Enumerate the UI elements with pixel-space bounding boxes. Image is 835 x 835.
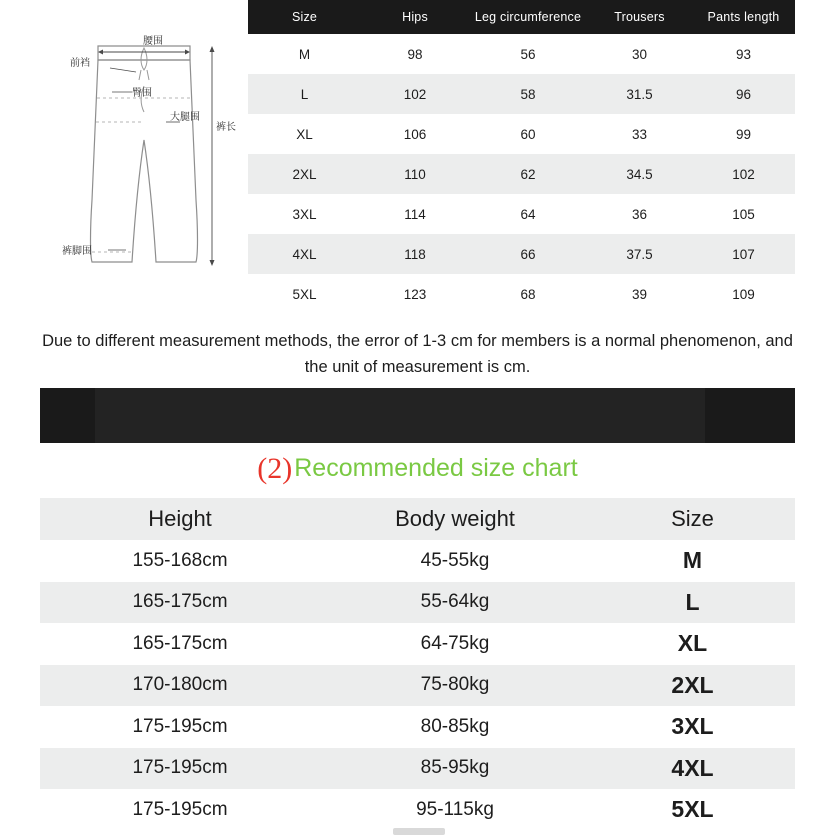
table-header-row (248, 0, 795, 34)
cell-pants-length: 102 (692, 154, 795, 194)
cell-hips: 110 (361, 154, 469, 194)
cell-hips: 106 (361, 114, 469, 154)
col-header-size: Size (248, 0, 361, 34)
table-row (40, 540, 795, 582)
table-row (248, 194, 795, 234)
measurement-note: Due to different measurement methods, the error of 1-3 cm for members is a normal phenomenon, and the unit of measurement is cm. (42, 332, 793, 376)
table-row (40, 789, 795, 831)
cell-leg: 62 (469, 154, 587, 194)
cell-leg: 56 (469, 34, 587, 74)
rec-col-header-size: Size (590, 498, 795, 540)
table-row (248, 74, 795, 114)
cell-hips: 98 (361, 34, 469, 74)
table-row (248, 154, 795, 194)
cell-size: XL (590, 623, 795, 665)
cell-leg: 68 (469, 274, 587, 314)
cell-size: M (248, 34, 361, 74)
col-header-leg-circumference: Leg circumference (469, 0, 587, 34)
cell-weight: 55-64kg (320, 582, 590, 624)
recommended-chart-title (0, 452, 835, 486)
cell-trousers: 39 (587, 274, 692, 314)
cell-size: 5XL (590, 789, 795, 831)
table-row (248, 234, 795, 274)
cell-leg: 58 (469, 74, 587, 114)
col-header-hips: Hips (361, 0, 469, 34)
cell-size: XL (248, 114, 361, 154)
cell-weight: 80-85kg (320, 706, 590, 748)
cell-pants-length: 96 (692, 74, 795, 114)
table-row (248, 34, 795, 74)
col-header-pants-length: Pants length (692, 0, 795, 34)
cell-height: 165-175cm (40, 623, 320, 665)
table-row (40, 665, 795, 707)
cell-trousers: 30 (587, 34, 692, 74)
rec-col-header-body-weight: Body weight (320, 498, 590, 540)
cell-hips: 123 (361, 274, 469, 314)
cell-hips: 118 (361, 234, 469, 274)
pants-diagram (40, 0, 248, 320)
cell-size: M (590, 540, 795, 582)
cell-size: 3XL (248, 194, 361, 234)
cell-hips: 102 (361, 74, 469, 114)
diagram-label-hip: 臀围 (132, 88, 152, 99)
cell-size: L (590, 582, 795, 624)
cell-leg: 66 (469, 234, 587, 274)
cell-height: 175-195cm (40, 789, 320, 831)
section-divider-band (40, 388, 795, 443)
cell-pants-length: 99 (692, 114, 795, 154)
cell-pants-length: 109 (692, 274, 795, 314)
cell-height: 165-175cm (40, 582, 320, 624)
cell-size: 4XL (590, 748, 795, 790)
recommended-size-table (40, 498, 795, 831)
diagram-label-thigh: 大腿围 (170, 112, 200, 123)
cell-size: L (248, 74, 361, 114)
bottom-scroll-nub (393, 828, 445, 835)
cell-size: 3XL (590, 706, 795, 748)
table-row (40, 623, 795, 665)
cell-height: 175-195cm (40, 748, 320, 790)
rec-header-row (40, 498, 795, 540)
cell-pants-length: 105 (692, 194, 795, 234)
section-divider-band-inner (95, 388, 705, 443)
cell-leg: 60 (469, 114, 587, 154)
cell-trousers: 31.5 (587, 74, 692, 114)
measurement-section (0, 0, 835, 320)
table-row (40, 748, 795, 790)
title-text: Recommended size chart (294, 454, 578, 482)
cell-height: 175-195cm (40, 706, 320, 748)
cell-size: 5XL (248, 274, 361, 314)
table-row (40, 706, 795, 748)
cell-leg: 64 (469, 194, 587, 234)
table-row (248, 274, 795, 314)
table-row (248, 114, 795, 154)
cell-trousers: 37.5 (587, 234, 692, 274)
cell-weight: 45-55kg (320, 540, 590, 582)
measurement-table (248, 0, 795, 314)
cell-pants-length: 93 (692, 34, 795, 74)
cell-height: 155-168cm (40, 540, 320, 582)
table-row (40, 582, 795, 624)
cell-weight: 95-115kg (320, 789, 590, 831)
cell-weight: 85-95kg (320, 748, 590, 790)
cell-hips: 114 (361, 194, 469, 234)
cell-size: 2XL (248, 154, 361, 194)
cell-trousers: 33 (587, 114, 692, 154)
col-header-trousers: Trousers (587, 0, 692, 34)
title-number: (2) (257, 452, 293, 485)
diagram-label-crotch: 前裆 (70, 58, 90, 69)
diagram-label-ankle: 裤脚围 (62, 246, 92, 257)
cell-trousers: 34.5 (587, 154, 692, 194)
cell-trousers: 36 (587, 194, 692, 234)
cell-height: 170-180cm (40, 665, 320, 707)
cell-pants-length: 107 (692, 234, 795, 274)
rec-col-header-height: Height (40, 498, 320, 540)
diagram-label-length: 裤长 (216, 122, 236, 133)
diagram-label-waist: 腰围 (143, 36, 163, 47)
cell-weight: 64-75kg (320, 623, 590, 665)
cell-size: 2XL (590, 665, 795, 707)
cell-size: 4XL (248, 234, 361, 274)
cell-weight: 75-80kg (320, 665, 590, 707)
